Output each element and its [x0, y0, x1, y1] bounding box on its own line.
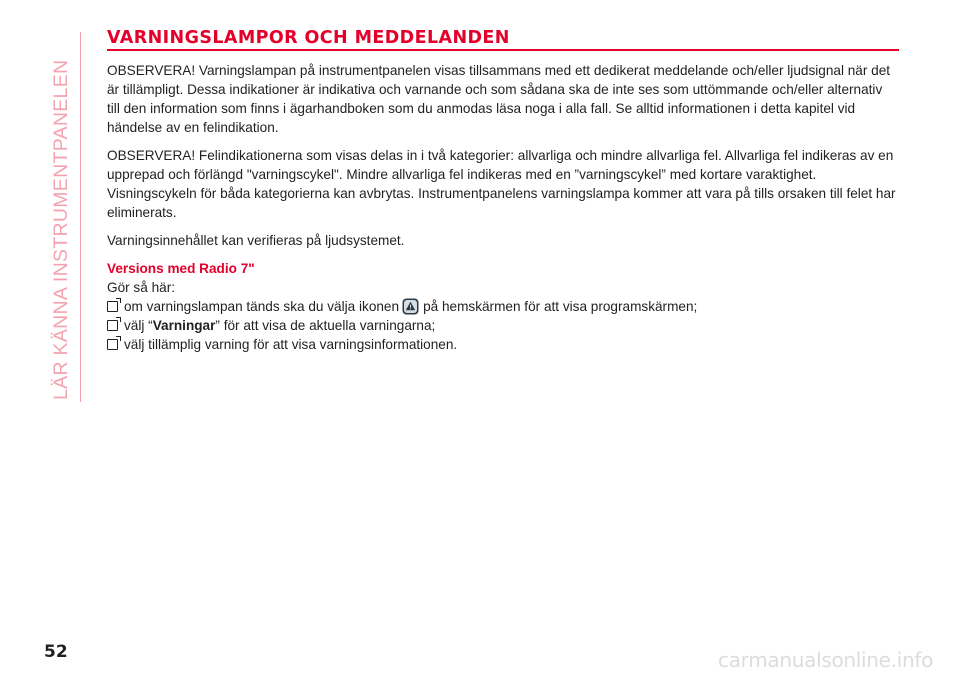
checkbox-bullet-icon [107, 320, 118, 331]
subheading: Versions med Radio 7" [107, 261, 255, 276]
page-number: 52 [44, 642, 68, 662]
section-tab-label: LÄR KÄNNA INSTRUMENTPANELEN [50, 59, 72, 400]
watermark: carmanualsonline.info [718, 648, 934, 672]
list-item [107, 297, 897, 316]
bullet-text: välj tillämplig varning för att visa varningsinformationen. [124, 337, 458, 352]
paragraph-verify: Varningsinnehållet kan verifieras på ljudsystemet. [107, 233, 405, 248]
bullet-text: om varningslampan tänds ska du välja ikonen på hemskärmen för att visa programskärmen; [124, 299, 698, 314]
paragraph-note-2: OBSERVERA! Felindikationerna som visas delas in i två kategorier: allvarliga och mindre allvarliga fel. Allvarliga fel indikeras av en upprepad och förlängd "varningscykel". Mindre allvarliga fel indikeras med en ”varningscykel” med kortare varaktighet. Visningscykeln för båda kategorierna kan avbrytas. Instrumentpanelens varningslampa kommer att vara på tills orsaken till felet har eliminerats. [107, 148, 896, 220]
main-content [107, 61, 897, 354]
paragraph-note-1: OBSERVERA! Varningslampan på instrumentpanelen visas tillsammans med ett dedikerat meddelande och/eller ljudsignal när det är tillämpligt. Dessa indikationer är indikativa och varnande och som sådana ska de inte ses som uttömmande och/eller alternativ till den information som finns i ägarhandboken som du anmodas läsa noga i alla fall. Se alltid informationen i detta kapitel vid händelse av en felindikation. [107, 63, 891, 135]
list-item [107, 316, 897, 335]
title-underline [107, 49, 899, 51]
list-item [107, 335, 897, 354]
instruction-list [107, 297, 897, 354]
instructions-intro: Gör så här: [107, 280, 175, 295]
page-title: VARNINGSLAMPOR OCH MEDDELANDEN [107, 28, 510, 48]
warning-app-icon [402, 298, 419, 315]
checkbox-bullet-icon [107, 339, 118, 350]
bullet-text: välj “Varningar” för att visa de aktuella varningarna; [124, 318, 436, 333]
checkbox-bullet-icon [107, 301, 118, 312]
